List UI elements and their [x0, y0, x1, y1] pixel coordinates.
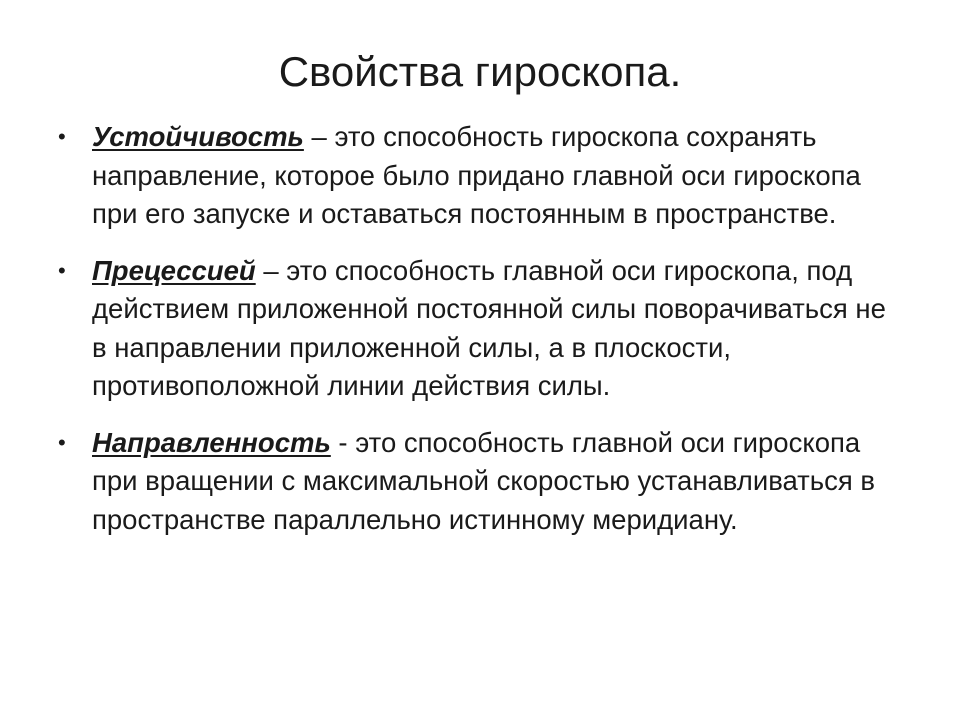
bullet-list [54, 118, 894, 539]
bullet-dot-icon: • [58, 429, 66, 455]
bullet-text: - это способность главной оси гироскопа при вращении с максимальной скоростью устанавливаться в пространстве параллельно истинному меридиану. [92, 426, 875, 535]
bullet-item-directionality [54, 424, 894, 540]
bullet-term: Устойчивость [92, 121, 304, 152]
bullet-dot-icon: • [58, 124, 66, 149]
bullet-dot-icon: • [58, 257, 66, 283]
bullet-item-precession [54, 252, 894, 406]
bullet-text: – это способность гироскопа сохранять направление, которое было придано главной оси гироскопа при его запуске и оставаться постоянным в пространстве. [92, 121, 861, 229]
bullet-text: – это способность главной оси гироскопа, под действием приложенной постоянной силы поворачиваться не в направлении приложенной силы, а в плоскости, противоположной линии действия силы. [92, 254, 886, 401]
bullet-term: Прецессией [92, 254, 256, 286]
bullet-term: Направленность [92, 426, 331, 458]
slide-title: Свойства гироскопа. [278, 48, 682, 95]
bullet-item-stability [54, 118, 894, 234]
